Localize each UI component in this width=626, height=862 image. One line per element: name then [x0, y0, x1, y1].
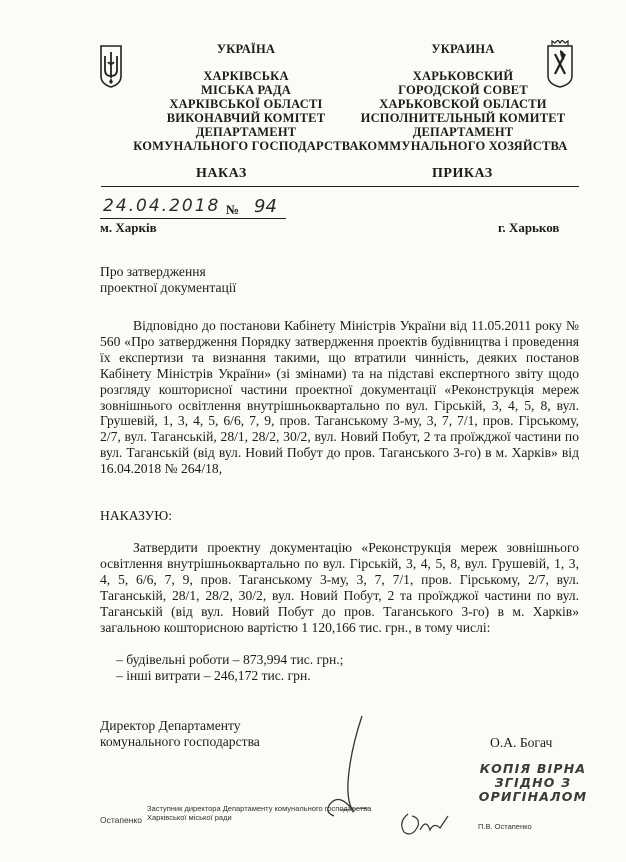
header-right — [348, 42, 578, 153]
list-item: – будівельні роботи – 873,994 тис. грн.; — [116, 652, 344, 667]
place-ru: г. Харьков — [498, 220, 560, 235]
doc-title — [100, 264, 300, 296]
list-item-text: будівельні роботи – 873,994 тис. грн.; — [126, 652, 344, 667]
title-line: проектної документації — [100, 279, 237, 295]
doc-type-ru: ПРИКАЗ — [432, 166, 493, 181]
list-item: – інші витрати – 246,172 тис. грн. — [116, 667, 311, 683]
country-ru: УКРАИНА — [431, 42, 495, 56]
initials-signature — [396, 808, 456, 840]
list-item-text: інші витрати – 246,172 тис. грн. — [126, 667, 311, 683]
org-line: ВИКОНАВЧИЙ КОМІТЕТ — [166, 111, 326, 125]
order-word: НАКАЗУЮ: — [100, 508, 173, 523]
org-line: ДЕПАРТАМЕНТ — [412, 125, 514, 139]
country-ua: УКРАЇНА — [216, 42, 276, 56]
position-line: комунального господарства — [100, 733, 260, 749]
org-line: ИСПОЛНИТЕЛЬНЫЙ КОМИТЕТ — [360, 111, 566, 125]
doc-type-ua: НАКАЗ — [196, 166, 247, 181]
place-ua: м. Харків — [100, 220, 157, 235]
cost-list — [116, 652, 516, 684]
org-line: ГОРОДСКОЙ СОВЕТ — [398, 83, 528, 97]
stamp-line: КОПІЯ ВІРНА — [479, 761, 587, 776]
org-line: ХАРКІВСЬКА — [203, 69, 289, 83]
stamp-line: ЗГІДНО З — [494, 775, 572, 790]
date-handwritten: 24.04.2018 — [103, 196, 221, 216]
footer-deputy — [147, 804, 387, 822]
header-divider — [101, 186, 579, 187]
org-line: ДЕПАРТАМЕНТ — [195, 125, 297, 139]
position-line: Директор Департаменту — [100, 718, 241, 733]
certified-copy-stamp — [478, 762, 588, 804]
org-line: ХАРЬКОВСКОЙ ОБЛАСТИ — [379, 97, 547, 111]
org-line: ХАРКІВСЬКОЇ ОБЛАСТІ — [169, 97, 323, 111]
deputy-line: Харківської міської ради — [147, 813, 232, 822]
org-line: ХАРЬКОВСКИЙ — [412, 69, 514, 83]
org-line: КОММУНАЛЬНОГО ХОЗЯЙСТВА — [358, 139, 568, 153]
deputy-line: Заступник директора Департаменту комунального господарства — [147, 804, 372, 813]
stamp-line: ОРИГІНАЛОМ — [478, 789, 588, 804]
signatory-name: О.А. Богач — [490, 735, 553, 750]
title-line: Про затвердження — [100, 264, 206, 279]
footer-right-name: П.В. Остапенко — [478, 822, 532, 831]
number-sign: № — [226, 202, 240, 217]
org-line: МІСЬКА РАДА — [200, 83, 292, 97]
date-underline — [100, 218, 286, 219]
number-handwritten: 94 — [254, 196, 277, 217]
signatory-position — [100, 718, 260, 750]
header-left — [116, 42, 376, 153]
footer-left-name: Остапенко — [100, 815, 142, 825]
preamble-paragraph: Відповідно до постанови Кабінету Міністрів України від 11.05.2011 року № 560 «Про затвердження Порядку затвердження проектів будівництва і проведення їх експертизи та визнання такими, що втратили чинність, деяких постанов Кабінету Міністрів України» (зі змінами) та на підставі експертного звіту щодо розгляду кошторисної частини проектної документації «Реконструкція мереж зовнішнього освітлення внутрішньоквартально по вул. Гірській, 3, 4, 5, 8, вул. Грушевій, 1, 3, 4, 5, 6/6, 7, 9, пров. Таганському 3-му, 3, 7, 7/1, пров. Гірському, 2/7, вул. Таганській, 28/1, 28/2, 30/2, вул. Новий Побут, 2 та проїжджої частини по вул. Таганській (від вул. Новий Побут до пров. Таганського 3-го) в м. Харків» від 16.04.2018 № 264/18, — [100, 318, 579, 477]
org-line: КОМУНАЛЬНОГО ГОСПОДАРСТВА — [133, 139, 359, 153]
order-paragraph: Затвердити проектну документацію «Реконструкція мереж зовнішнього освітлення внутрішньоквартально по вул. Гірській, 3, 4, 5, 8, вул. Грушевій, 1, 3, 4, 5, 6/6, 7, 9, пров. Таганському 3-му, 3, 7, 7/1, пров. Гірському, 2/7, вул. Таганській, 28/1, 28/2, 30/2, вул. Новий Побут, 2 та проїжджої частини по вул. Таганській (від вул. Новий Побут до пров. Таганського 3-го) в м. Харків» загальною кошторисною вартістю 1 120,166 тис. грн., в тому числі: — [100, 540, 579, 635]
